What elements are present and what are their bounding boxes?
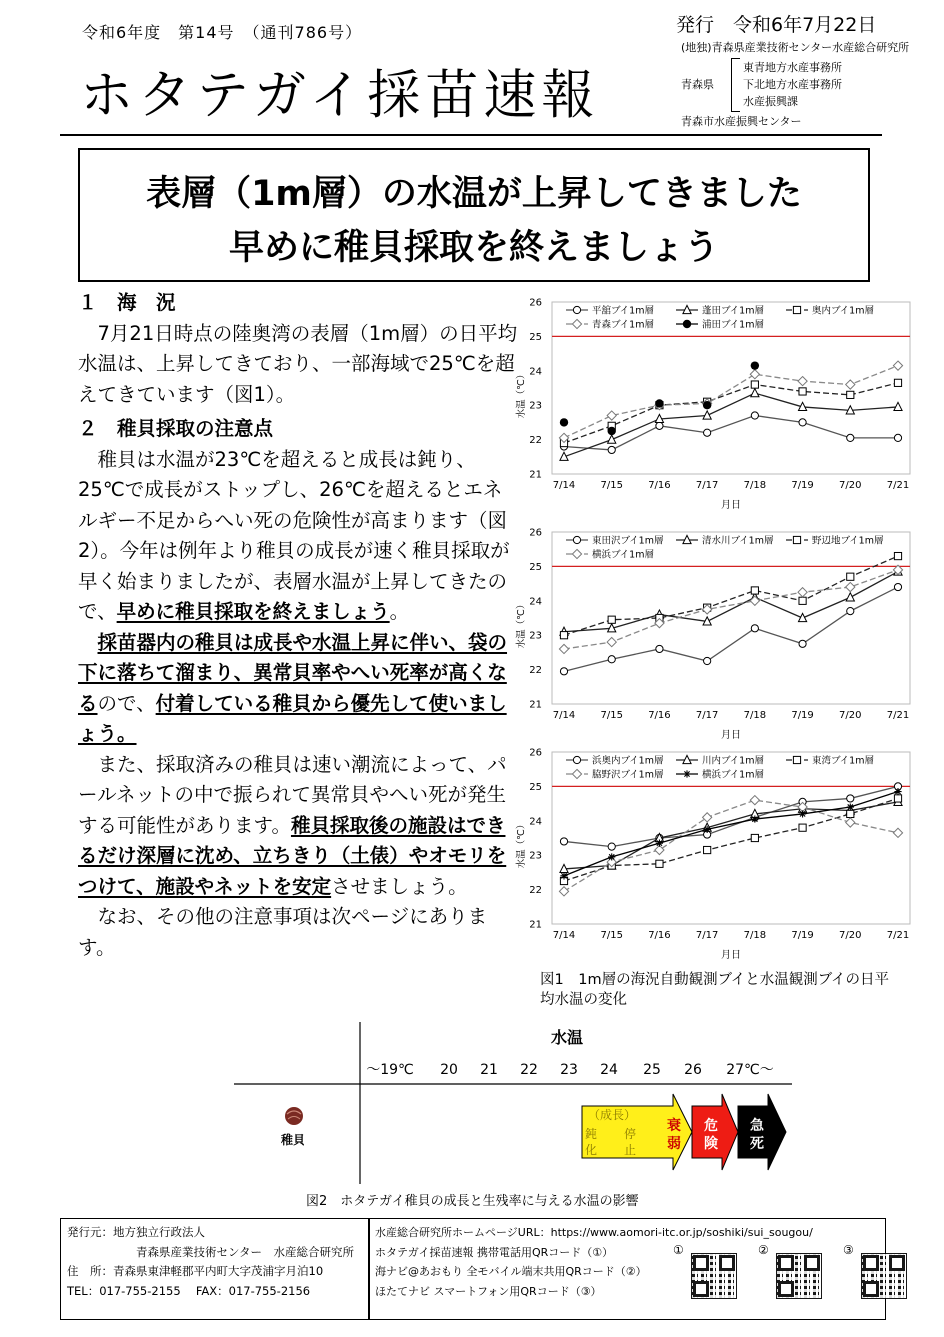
data-point — [608, 656, 615, 663]
legend-marker — [793, 536, 800, 543]
data-point — [846, 593, 854, 601]
growth-dull-2: 化 — [584, 1143, 598, 1157]
legend-label: 東湾ブイ1m層 — [812, 755, 874, 767]
data-point — [750, 796, 759, 805]
legend-label: 清水川ブイ1m層 — [702, 535, 774, 547]
legend-label: 横浜ブイ1m層 — [592, 549, 654, 561]
paragraph-1 — [78, 445, 518, 628]
data-point — [655, 845, 664, 854]
data-point — [703, 813, 712, 822]
footer-publisher: 発行元：地方独立行政法人 — [67, 1225, 205, 1239]
scallop-icon — [285, 1107, 303, 1125]
temp-scale-label: 23 — [560, 1062, 578, 1078]
x-tick-label: 7/19 — [791, 930, 814, 941]
legend-marker — [572, 549, 581, 558]
x-tick-label: 7/18 — [743, 480, 767, 491]
legend-label: 脇野沢ブイ1m層 — [592, 769, 664, 781]
legend-marker — [572, 769, 581, 778]
temp-scale-label: 24 — [600, 1062, 618, 1078]
x-tick-label: 7/15 — [600, 710, 623, 721]
footer-address: 住 所：青森県東津軽郡平内町大字茂浦字月泊10 — [67, 1264, 324, 1278]
qr-desc-2: 海ナビ@あおもり 全モバイル端末共用QRコード（②） — [375, 1265, 647, 1278]
data-point — [751, 389, 759, 397]
data-point — [656, 840, 663, 847]
y-tick-label: 24 — [529, 596, 542, 608]
data-point — [560, 632, 567, 639]
temp-scale-label: 22 — [520, 1062, 538, 1078]
temp-scale-label: 26 — [684, 1062, 702, 1078]
x-tick-label: 7/17 — [695, 710, 719, 721]
legend-marker — [793, 756, 800, 763]
growth-stop-1: 停 — [623, 1127, 637, 1141]
data-point — [847, 810, 854, 817]
section-1-text: 7月21日時点の陸奥湾の表層（1m層）の日平均水温は、上昇してきており、一部海域で25℃を超えてきています（図1）。 — [78, 321, 518, 406]
paragraph-4: なお、その他の注意事項は次ページにあります。 — [78, 905, 488, 959]
data-point — [560, 418, 568, 426]
data-point — [846, 818, 855, 827]
footer-divider — [368, 1219, 370, 1319]
data-point — [847, 573, 854, 580]
headline-box — [78, 148, 870, 282]
legend-marker — [793, 306, 800, 313]
x-tick-label: 7/16 — [648, 710, 671, 721]
qr-code-1[interactable] — [691, 1253, 737, 1299]
data-point — [703, 411, 711, 419]
data-point — [751, 361, 759, 369]
paragraph-2-text: ので、 — [97, 691, 156, 715]
y-tick-label: 21 — [529, 919, 542, 931]
headline-line-2: 早めに稚貝採取を終えましょう — [228, 228, 719, 268]
qr-desc-3: ほたてナビ スマートフォン用QRコード（③） — [375, 1284, 602, 1298]
x-tick-label: 7/16 — [648, 480, 671, 491]
temp-scale-label: 25 — [643, 1062, 661, 1078]
y-tick-label: 22 — [529, 885, 542, 897]
x-tick-label: 7/14 — [552, 710, 576, 721]
legend-label: 奥内ブイ1m層 — [812, 305, 874, 317]
x-tick-label: 7/15 — [600, 480, 623, 491]
section-2-title: ２ 稚貝採取の注意点 — [78, 417, 274, 440]
weaken-1: 衰 — [667, 1118, 681, 1134]
pref-bracket — [731, 58, 740, 112]
temp-scale-label: ～19℃ — [366, 1062, 414, 1078]
y-axis-label: 水温（℃） — [516, 599, 527, 649]
y-tick-label: 26 — [529, 527, 542, 539]
data-point — [608, 843, 615, 850]
data-point — [847, 434, 854, 441]
issue-number: 令和6年度 第14号 （通刊786号） — [82, 23, 363, 42]
data-point — [799, 810, 806, 817]
legend-label: 青森ブイ1m層 — [592, 319, 654, 331]
x-axis-label: 月日 — [721, 500, 741, 511]
qr-code-3[interactable] — [861, 1253, 907, 1299]
data-point — [751, 381, 758, 388]
growth-stop-2: 止 — [623, 1143, 637, 1157]
data-point — [847, 608, 854, 615]
publish-date: 発行 令和6年7月22日 — [676, 14, 877, 36]
x-tick-label: 7/21 — [886, 930, 910, 941]
death-2: 死 — [750, 1136, 764, 1152]
data-point — [608, 853, 615, 860]
data-point — [608, 427, 616, 435]
x-tick-label: 7/20 — [839, 930, 862, 941]
data-point — [799, 824, 806, 831]
legend-label: 平舘ブイ1m層 — [592, 305, 654, 317]
x-axis-label: 月日 — [721, 950, 741, 961]
data-point — [607, 637, 616, 646]
data-point — [799, 597, 806, 604]
data-point — [655, 399, 663, 407]
data-point — [894, 379, 901, 386]
y-axis-label: 水温（℃） — [516, 369, 527, 419]
legend-marker — [572, 319, 581, 328]
data-point — [846, 380, 855, 389]
data-point — [607, 411, 616, 420]
y-tick-label: 23 — [529, 850, 542, 862]
y-axis-label: 水温（℃） — [516, 819, 527, 869]
growth-label: （成長） — [587, 1108, 637, 1122]
legend — [566, 755, 874, 781]
data-point — [894, 552, 901, 559]
x-tick-label: 7/21 — [886, 480, 910, 491]
data-point — [656, 422, 663, 429]
city-org: 青森市水産振興センター — [681, 115, 802, 128]
paragraph-2-emphasis-2: 付着している稚貝から優先して使いましょう。 — [78, 691, 507, 745]
data-point — [608, 616, 615, 623]
legend-label: 浜奥内ブイ1m層 — [592, 755, 664, 767]
y-tick-label: 22 — [529, 665, 542, 677]
legend — [566, 305, 874, 331]
data-point — [559, 887, 568, 896]
legend-marker — [683, 320, 691, 328]
legend-marker — [573, 756, 580, 763]
paragraph-1-emphasis: 早めに稚貝採取を終えましょう — [116, 600, 390, 623]
y-tick-label: 23 — [529, 630, 542, 642]
legend — [566, 535, 883, 561]
pref-label: 青森県 — [681, 78, 714, 91]
y-tick-label: 26 — [529, 297, 542, 309]
legend-label: 東田沢ブイ1m層 — [592, 535, 664, 547]
paragraph-3-text: また、採取済みの稚貝は速い潮流によって、パールネットの中で振られて異常貝やへい死が発生する可能性があります。 — [78, 752, 507, 837]
data-point — [608, 435, 616, 443]
death-1: 急 — [750, 1118, 764, 1134]
y-tick-label: 25 — [529, 331, 542, 343]
footer-box — [60, 1218, 886, 1320]
weaken-2: 弱 — [667, 1136, 681, 1152]
legend-label: 野辺地ブイ1m層 — [812, 535, 884, 547]
y-tick-label: 21 — [529, 699, 542, 711]
x-tick-label: 7/18 — [743, 930, 767, 941]
temp-scale-label: 27℃～ — [726, 1062, 774, 1078]
paragraph-2 — [78, 628, 518, 750]
header-rule — [60, 134, 882, 136]
qr-label-2: ② — [758, 1243, 769, 1257]
homepage-url[interactable]: 水産総合研究所ホームページURL：https://www.aomori-itc.or.jp/soshiki/sui_sougou/ — [375, 1226, 813, 1239]
data-point — [703, 401, 711, 409]
x-tick-label: 7/17 — [695, 930, 719, 941]
fig2-title: 水温 — [550, 1028, 584, 1047]
data-point — [847, 795, 854, 802]
legend-marker — [573, 306, 580, 313]
x-tick-label: 7/20 — [839, 480, 862, 491]
data-point — [704, 826, 711, 833]
pref-office-1: 東青地方水産事務所 — [743, 61, 842, 74]
data-point — [847, 803, 854, 810]
danger-1: 危 — [704, 1118, 718, 1134]
chart-3 — [515, 740, 925, 968]
legend-marker — [573, 536, 580, 543]
pref-office-3: 水産振興課 — [743, 95, 798, 108]
data-point — [656, 645, 663, 652]
fig2-row-label: 稚貝 — [280, 1133, 306, 1147]
footer-institute: 青森県産業技術センター 水産総合研究所 — [67, 1244, 355, 1259]
data-point — [798, 588, 807, 597]
qr-label-1: ① — [673, 1243, 684, 1257]
pref-office-2: 下北地方水産事務所 — [743, 78, 842, 91]
data-point — [751, 412, 758, 419]
data-point — [846, 582, 855, 591]
x-tick-label: 7/16 — [648, 930, 671, 941]
footer-links — [375, 1223, 813, 1301]
y-tick-label: 25 — [529, 781, 542, 793]
data-point — [751, 625, 758, 632]
qr-label-3: ③ — [843, 1243, 854, 1257]
data-point — [894, 434, 901, 441]
data-point — [560, 872, 567, 879]
qr-code-2[interactable] — [776, 1253, 822, 1299]
figure-2-caption: 図2 ホタテガイ稚貝の成長と生残率に与える水温の影響 — [306, 1194, 639, 1209]
data-point — [751, 834, 758, 841]
data-point — [893, 828, 902, 837]
data-point — [704, 846, 711, 853]
growth-dull-1: 鈍 — [584, 1127, 598, 1141]
data-point — [560, 668, 567, 675]
paragraph-3-emphasis: 稚貝採取後の施設はできるだけ深層に沈め、立ちきり（土俵）やオモリをつけて、施設やネットを安定 — [78, 813, 507, 898]
data-point — [798, 377, 807, 386]
footer-contact — [67, 1223, 354, 1301]
data-point — [799, 388, 806, 395]
chart-2 — [515, 520, 925, 748]
data-point — [894, 795, 901, 802]
data-point — [799, 419, 806, 426]
x-tick-label: 7/19 — [791, 480, 814, 491]
data-point — [560, 838, 567, 845]
qr-desc-1: ホタテガイ採苗速報 携帯電話用QRコード（①） — [375, 1245, 614, 1259]
y-tick-label: 23 — [529, 400, 542, 412]
data-point — [893, 361, 902, 370]
data-point — [751, 587, 758, 594]
article-body — [78, 288, 518, 963]
x-tick-label: 7/14 — [552, 480, 576, 491]
data-point — [750, 596, 759, 605]
x-axis-label: 月日 — [721, 730, 741, 741]
data-point — [750, 370, 759, 379]
headline-line-1: 表層（1m層）の水温が上昇してきました — [146, 174, 802, 214]
section-1-title: １ 海 況 — [78, 291, 176, 314]
x-tick-label: 7/17 — [695, 480, 719, 491]
data-point — [894, 788, 901, 795]
x-tick-label: 7/20 — [839, 710, 862, 721]
y-tick-label: 26 — [529, 747, 542, 759]
paragraph-3-end: させましょう。 — [331, 874, 468, 898]
page-title: ホタテガイ採苗速報 — [80, 65, 600, 126]
x-tick-label: 7/14 — [552, 930, 576, 941]
data-point — [894, 583, 901, 590]
figure-2 — [230, 1022, 800, 1192]
data-point — [656, 860, 663, 867]
paragraph-1-text: 稚貝は水温が23℃を超えると成長は鈍り、25℃で成長がストップし、26℃を超えるとエネルギー不足からへい死の危険性が高まります（図2）。今年は例年より稚貝の成長が速く稚貝採取が早く始まりましたが、表層水温が上昇してきたので、 — [78, 447, 510, 623]
legend-label: 浦田ブイ1m層 — [702, 319, 764, 331]
data-point — [894, 402, 902, 410]
data-point — [559, 644, 568, 653]
data-point — [799, 640, 806, 647]
paragraph-1-end: 。 — [389, 600, 410, 623]
figure-1-caption: 図1 1m層の海況自動観測ブイと水温観測ブイの日平均水温の変化 — [540, 972, 889, 1008]
paragraph-2-emphasis: 採苗器内の稚貝は成長や水温上昇に伴い、袋の下に落ちて溜まり、異常貝率やへい死率が高くなる — [78, 630, 508, 715]
y-tick-label: 24 — [529, 816, 542, 828]
x-tick-label: 7/19 — [791, 710, 814, 721]
legend-label: 川内ブイ1m層 — [702, 755, 764, 767]
y-tick-label: 22 — [529, 435, 542, 447]
danger-2: 険 — [704, 1136, 718, 1152]
publisher-org: (地独)青森県産業技術センター水産総合研究所 — [681, 41, 910, 54]
data-point — [751, 815, 758, 822]
data-point — [704, 429, 711, 436]
x-tick-label: 7/15 — [600, 930, 623, 941]
y-tick-label: 24 — [529, 366, 542, 378]
paragraph-3 — [78, 750, 518, 903]
data-point — [608, 446, 615, 453]
temp-scale-label: 21 — [480, 1062, 498, 1078]
data-point — [798, 613, 806, 621]
legend-label: 横浜ブイ1m層 — [702, 769, 764, 781]
chart-1 — [515, 290, 925, 518]
x-tick-label: 7/21 — [886, 710, 910, 721]
legend-label: 蓬田ブイ1m層 — [702, 305, 764, 317]
y-tick-label: 25 — [529, 561, 542, 573]
x-tick-label: 7/18 — [743, 710, 767, 721]
legend-marker — [683, 770, 690, 777]
data-point — [704, 657, 711, 664]
data-point — [847, 391, 854, 398]
footer-phone: TEL：017-755-2155 FAX：017-755-2156 — [67, 1283, 311, 1298]
y-tick-label: 21 — [529, 469, 542, 481]
temp-scale-label: 20 — [440, 1062, 458, 1078]
